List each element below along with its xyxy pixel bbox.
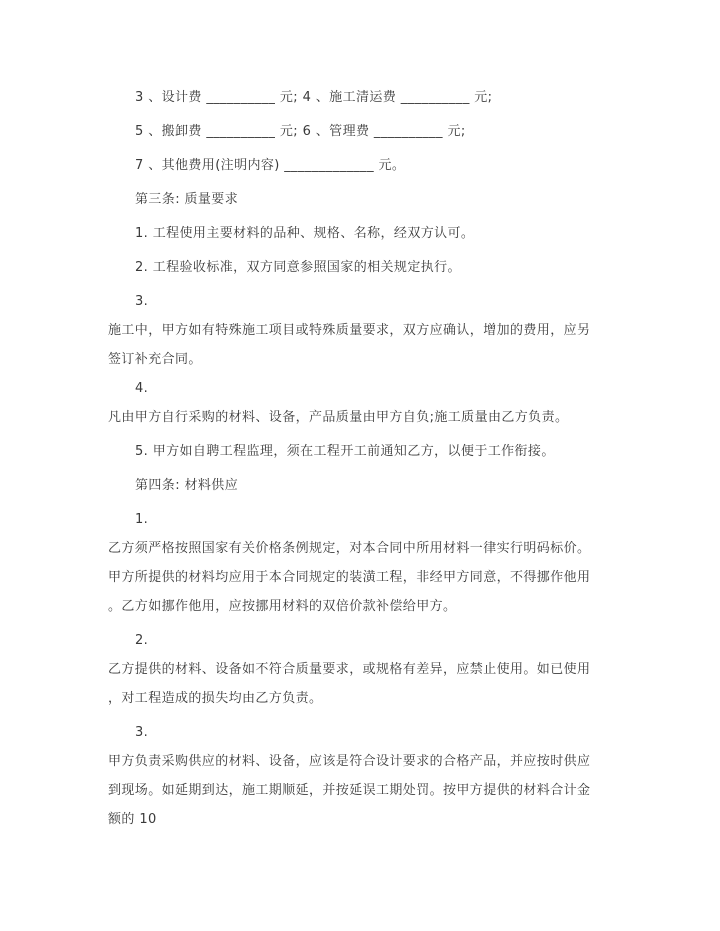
- section-3-clause-4-number: 4.: [135, 381, 149, 396]
- section-3-clause-3-text-1: 施工中，甲方如有特殊施工项目或特殊质量要求，双方应确认，增加的费用，应另: [108, 323, 591, 338]
- section-3-clause-3-text-2: 签订补充合同。: [108, 352, 202, 367]
- section-4-clause-3-number: 3.: [135, 725, 149, 740]
- section-4-clause-3-text-1: 甲方负责采购供应的材料、设备，应该是符合设计要求的合格产品，并应按时供应: [108, 754, 591, 769]
- section-3-clause-1: 1. 工程使用主要材料的品种、规格、名称，经双方认可。: [135, 226, 475, 241]
- section-4-clause-1-text-1: 乙方须严格按照国家有关价格条例规定，对本合同中所用材料一律实行明码标价。: [108, 541, 591, 556]
- section-4-clause-1-text-2: 甲方所提供的材料均应用于本合同规定的装潢工程，非经甲方同意，不得挪作他用: [108, 570, 591, 585]
- section-3-clause-4-text: 凡由甲方自行采购的材料、设备，产品质量由甲方自负;施工质量由乙方负责。: [108, 410, 569, 425]
- fee-item-design-cleanup: 3 、设计费 __________ 元; 4 、施工清运费 __________ 元;: [135, 90, 493, 105]
- section-3-clause-3-number: 3.: [135, 294, 149, 309]
- section-3-clause-2: 2. 工程验收标准，双方同意参照国家的相关规定执行。: [135, 260, 461, 275]
- section-4-heading: 第四条: 材料供应: [135, 478, 239, 493]
- fee-item-moving-management: 5 、搬卸费 __________ 元; 6 、管理费 __________ 元;: [135, 124, 466, 139]
- section-4-clause-3-text-3: 额的 10: [108, 812, 157, 827]
- section-4-clause-2-text-1: 乙方提供的材料、设备如不符合质量要求，或规格有差异，应禁止使用。如已使用: [108, 662, 591, 677]
- section-4-clause-2-text-2: ，对工程造成的损失均由乙方负责。: [108, 691, 323, 706]
- fee-item-other: 7 、其他费用(注明内容) _____________ 元。: [135, 158, 406, 173]
- section-4-clause-2-number: 2.: [135, 633, 149, 648]
- section-4-clause-1-number: 1.: [135, 512, 149, 527]
- section-4-clause-3-text-2: 到现场。如延期到达，施工期顺延，并按延误工期处罚。按甲方提供的材料合计金: [108, 783, 591, 798]
- section-4-clause-1-text-3: 。乙方如挪作他用，应按挪用材料的双倍价款补偿给甲方。: [108, 599, 457, 614]
- section-3-clause-5: 5. 甲方如自聘工程监理，须在工程开工前通知乙方，以便于工作衔接。: [135, 444, 555, 459]
- section-3-heading: 第三条: 质量要求: [135, 192, 239, 207]
